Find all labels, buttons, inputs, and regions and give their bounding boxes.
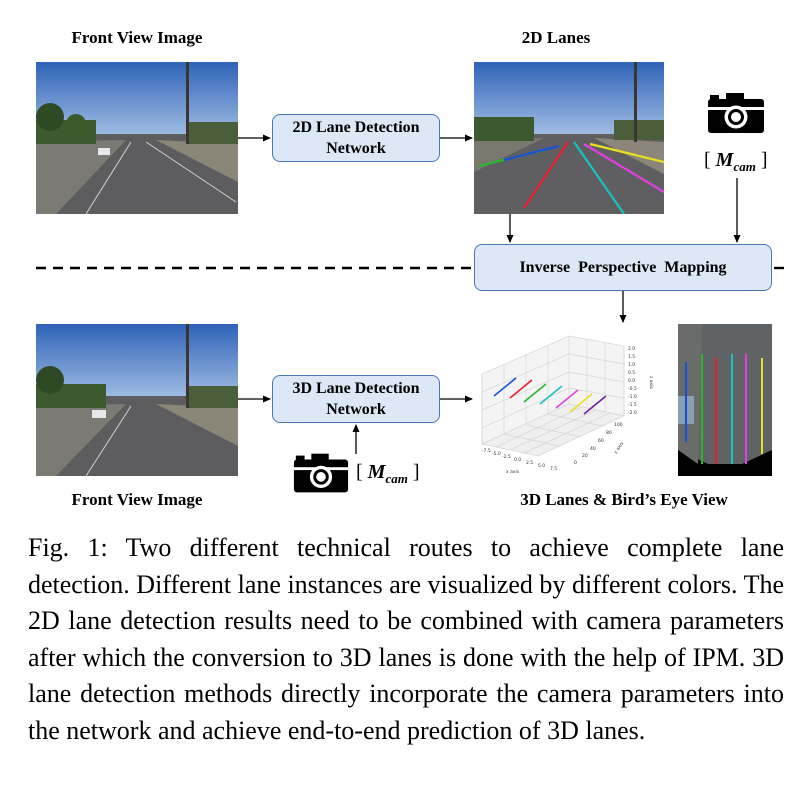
z-tick: 2.0 [628,347,636,352]
x-tick: -5.0 [492,452,501,457]
mcam-label-top: [ $M_{cam}$ ] [704,149,768,174]
2d-network-label-line2: Network [326,140,386,157]
z-tick: 0.0 [628,379,636,384]
y-tick: 20 [582,454,588,459]
x-axis-label: x axis [506,470,520,475]
x-tick: 2.5 [526,461,534,466]
3d-lanes-plot [474,326,674,484]
top-front-view-title: Front View Image [71,28,203,47]
mcam-label-bottom: [ $M_{cam}$ ] [356,461,420,486]
birds-eye-view-image [678,324,772,476]
y-axis-label: y axis [613,441,626,456]
z-axis-label: z axis [648,376,653,389]
top-2d-lanes-title: 2D Lanes [521,28,591,47]
z-tick: -1.5 [628,403,637,408]
z-tick: -0.5 [628,387,637,392]
3d-network-label-line2: Network [326,401,386,418]
z-tick: -1.0 [628,395,637,400]
figure-caption [28,530,784,749]
y-tick: 80 [606,431,612,436]
z-tick: 0.5 [628,371,636,376]
z-tick: 1.5 [628,355,636,360]
3d-network-label-line1: 3D Lane Detection [292,380,420,397]
bottom-result-title: 3D Lanes & Bird’s Eye View [520,490,728,509]
y-tick: 60 [598,439,604,444]
z-tick: -2.0 [628,411,637,416]
x-tick: -7.5 [482,449,491,454]
z-tick: 1.0 [628,363,636,368]
x-tick: 0.0 [514,458,522,463]
y-tick: 40 [590,447,596,452]
x-tick: 7.5 [550,467,558,472]
caption-text: Fig. 1: Two different technical routes to achieve complete lane detection. Different lane instances are visualized by different colors. The 2D lane detection results need to be combined with camera parameters after which the conversion to 3D lanes is done with the help of IPM. 3D lane detection methods directly incorporate the camera parameters into the network and achieve end-to-end prediction of 3D lanes. [28,533,784,745]
ipm-label: Inverse Perspective Mapping [519,259,727,276]
y-tick: 100 [614,423,623,428]
x-tick: -2.5 [502,455,511,460]
bottom-front-view-title: Front View Image [71,490,203,509]
y-tick: 0 [574,461,577,466]
2d-network-label-line1: 2D Lane Detection [292,119,420,136]
x-tick: 5.0 [538,464,546,469]
